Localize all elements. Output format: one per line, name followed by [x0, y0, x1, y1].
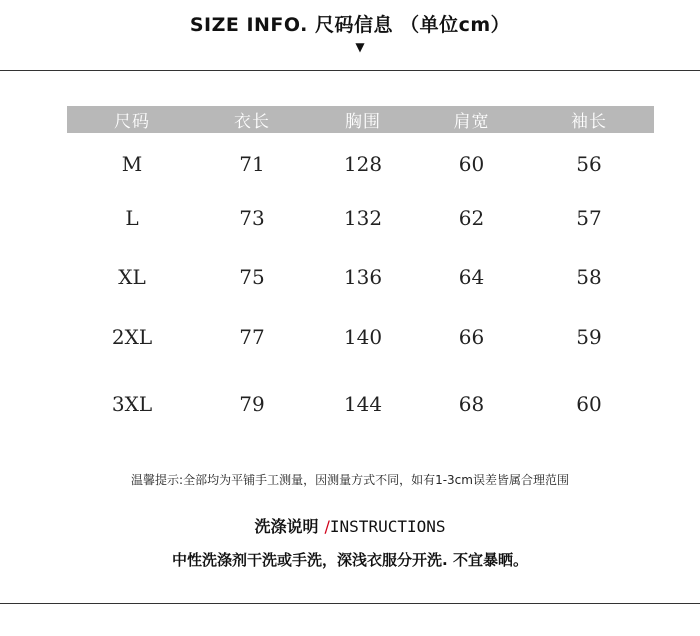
cell-sleeve: 60 — [576, 391, 602, 416]
bottom-divider — [0, 603, 700, 604]
cell-size: L — [125, 205, 139, 230]
header-chest: 胸围 — [307, 106, 419, 133]
cell-length: 75 — [239, 264, 265, 289]
header-size: 尺码 — [67, 106, 197, 133]
cell-chest: 136 — [343, 264, 383, 289]
wash-heading-cn: 洗涤说明 — [254, 517, 319, 536]
cell-chest: 132 — [343, 205, 383, 230]
cell-sleeve: 59 — [576, 324, 602, 349]
cell-sleeve: 56 — [576, 151, 602, 176]
cell-size: XL — [118, 264, 146, 289]
cell-shoulder: 66 — [458, 324, 485, 349]
measurement-note: 温馨提示:全部均为平铺手工测量，因测量方式不同，如有1-3cm误差皆属合理范围 — [131, 473, 569, 487]
cell-size: 3XL — [111, 391, 153, 416]
cell-length: 71 — [239, 151, 265, 176]
cell-shoulder: 64 — [458, 264, 485, 289]
cell-sleeve: 57 — [576, 205, 602, 230]
cell-size: 2XL — [111, 324, 153, 349]
table-header-row — [67, 106, 654, 133]
table-row — [67, 241, 654, 312]
cell-sleeve: 58 — [576, 264, 602, 289]
wash-heading — [0, 514, 700, 537]
cell-shoulder: 68 — [458, 391, 485, 416]
cell-size: M — [121, 151, 143, 176]
cell-chest: 140 — [343, 324, 383, 349]
wash-heading-en: INSTRUCTIONS — [329, 517, 446, 536]
top-divider — [0, 70, 700, 71]
header-shoulder: 肩宽 — [419, 106, 524, 133]
table-row — [67, 312, 654, 361]
cell-chest: 144 — [343, 391, 383, 416]
table-row — [67, 194, 654, 241]
page-title: SIZE INFO. 尺码信息 （单位cm） — [189, 14, 511, 36]
cell-shoulder: 60 — [458, 151, 485, 176]
cell-shoulder: 62 — [458, 205, 485, 230]
wash-instructions: 中性洗涤剂干洗或手洗，深浅衣服分开洗. 不宜暴晒。 — [172, 551, 528, 569]
cell-length: 77 — [239, 324, 265, 349]
slash-divider: / — [324, 517, 330, 536]
table-row — [67, 361, 654, 446]
cell-length: 73 — [239, 205, 265, 230]
cell-length: 79 — [239, 391, 265, 416]
cell-chest: 128 — [343, 151, 383, 176]
table-row — [67, 133, 654, 194]
size-table — [67, 106, 654, 446]
down-triangle-icon: ▼ — [355, 40, 365, 54]
header-sleeve: 袖长 — [524, 106, 654, 133]
header-length: 衣长 — [197, 106, 307, 133]
